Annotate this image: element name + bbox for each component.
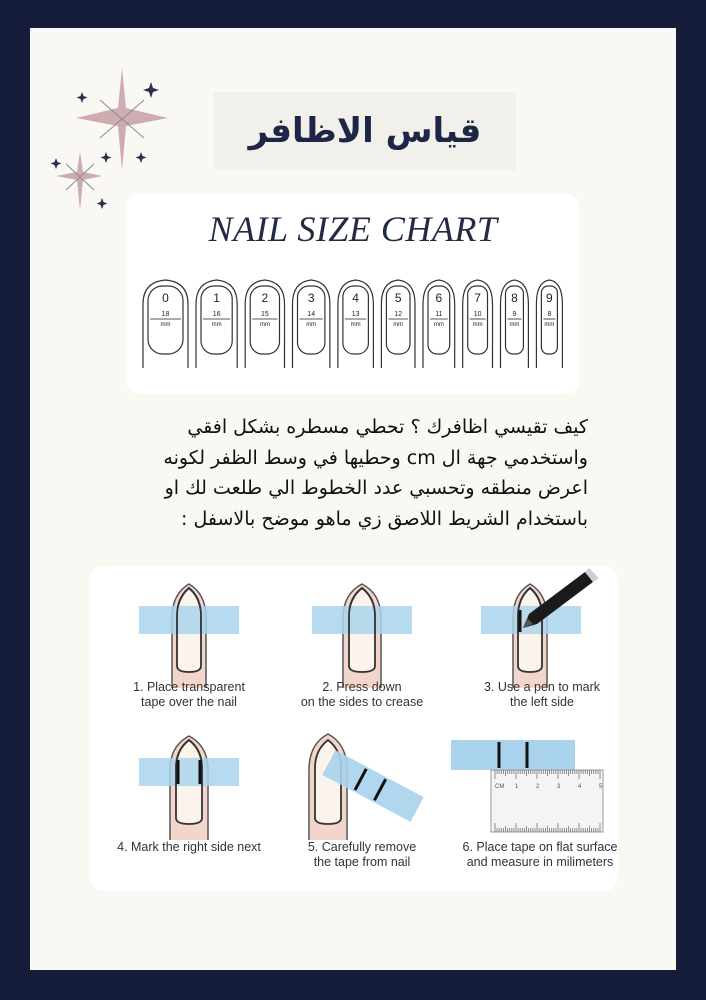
nail-size-label: 3 [307,291,315,305]
step-1-illustration [134,580,244,688]
nail-size-6 [423,280,455,368]
nail-size-4 [338,280,374,368]
nail-size-9 [536,280,562,368]
instruction-line-4: باستخدام الشريط اللاصق زي ماهو موضح بالاسفل : [181,507,588,530]
step-1-line-1: 1. Place transparent [133,680,245,694]
nail-size-8 [501,280,529,368]
tape-method-card [89,566,618,891]
nail-width-label: 9 [512,311,517,318]
nail-size-label: 4 [352,291,359,305]
step-4-line-1: 4. Mark the right side next [117,840,261,854]
ruler-number: 5 [599,784,603,790]
size-chart-card [127,194,579,394]
nail-width-label: 11 [435,311,443,318]
nail-size-label: 2 [261,291,269,305]
step-2-line-1: 2. Press down [322,680,402,694]
nail-unit-label: mm [472,322,483,328]
instruction-line-3: اعرض منطقه وتحسبي عدد الخطوط الي طلعت لك او [164,477,588,499]
step-5-line-2: the tape from nail [313,855,411,869]
nail-size-0 [143,280,188,368]
step-5-line-1: 5. Carefully remove [307,840,417,854]
nail-size-label: 8 [511,291,518,305]
instruction-line-2: واستخدمي جهة ال cm وحطيها في وسط الظفر لكونه [163,446,588,469]
nail-size-label: 9 [546,291,553,305]
step-2-line-2: on the sides to crease [300,695,424,709]
title-box [214,92,516,170]
nail-size-1 [196,280,237,368]
nail-unit-label: mm [509,322,520,328]
nail-width-label: 13 [351,311,360,318]
nail-size-label: 1 [213,291,220,305]
nail-unit-label: mm [544,322,555,328]
ruler-number: 2 [536,784,540,790]
step-6-caption [455,840,625,870]
nail-size-3 [293,280,330,368]
step-3-illustration [479,566,603,688]
nail-width-label: 8 [547,311,552,318]
ruler-number: 3 [557,784,561,790]
step-6-illustration [449,736,613,836]
step-6-line-2: and measure in milimeters [466,855,614,869]
ruler-number: 1 [515,784,519,790]
nail-unit-label: mm [160,322,171,328]
nail-width-label: 15 [260,311,269,318]
nail-unit-label: mm [306,322,317,328]
nail-unit-label: mm [433,322,444,328]
nail-width-label: 14 [307,311,316,318]
step-3-caption [457,680,627,710]
nail-unit-label: mm [259,322,270,328]
size-chart-title: NAIL SIZE CHART [208,209,498,249]
nail-unit-label: mm [393,322,404,328]
nail-unit-label: mm [211,322,222,328]
nail-size-label: 5 [394,291,402,305]
nail-size-label: 0 [162,291,169,305]
ruler-icon [491,770,603,832]
step-2-illustration [307,580,417,688]
nail-size-2 [245,280,284,368]
nail-size-label: 6 [435,291,443,305]
step-1-caption [104,680,274,710]
nail-width-label: 18 [161,311,170,318]
nail-width-label: 16 [212,311,221,318]
nail-size-5 [381,280,415,368]
step-6-line-1: 6. Place tape on flat surface [462,840,618,854]
ruler-number: 4 [578,784,582,790]
instruction-line-1: كيف تقيسي اظافرك ؟ تحطي مسطره بشكل افقي [187,416,588,438]
step-5-caption [277,840,447,870]
step-4-caption [104,840,274,855]
step-3-line-2: the left side [510,695,574,709]
nail-width-label: 10 [473,311,482,318]
ruler-unit-label: CM [495,784,505,790]
nail-width-label: 12 [394,311,403,318]
measurement-instructions [118,412,588,534]
step-3-line-1: 3. Use a pen to mark [483,680,601,694]
step-2-caption [277,680,447,710]
nail-unit-label: mm [350,322,361,328]
step-5-illustration [301,730,431,840]
step-1-line-2: tape over the nail [141,695,237,709]
nail-size-diagram [137,276,569,374]
nail-size-7 [463,280,493,368]
nail-size-label: 7 [474,291,481,305]
step-4-illustration [134,732,244,840]
page-title: قياس الاظافر [248,111,482,151]
